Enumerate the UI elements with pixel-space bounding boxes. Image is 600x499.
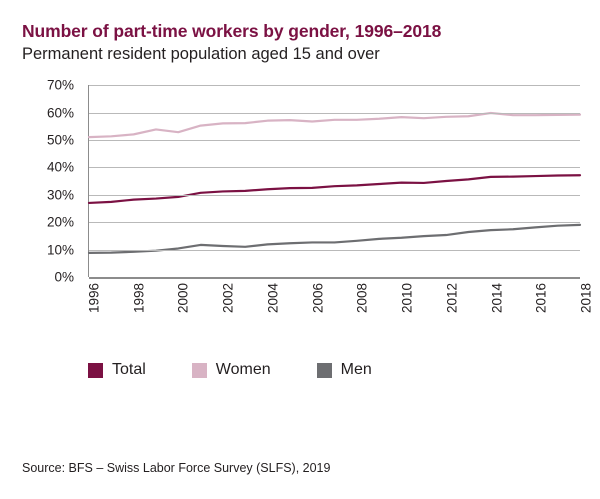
x-axis-tick-label: 2000: [175, 283, 191, 314]
x-axis-tick-label: 2002: [220, 283, 236, 314]
legend-label: Women: [215, 361, 271, 379]
legend-item[interactable]: [88, 361, 146, 379]
x-axis-tick-label: 2008: [354, 283, 370, 314]
gridline: [89, 85, 580, 86]
x-axis-tick-label: 1996: [86, 283, 102, 314]
x-axis-tick-label: 2016: [533, 283, 549, 314]
y-axis-tick-label: 20%: [46, 214, 74, 230]
x-axis-tick-label: 2012: [444, 283, 460, 314]
y-axis-labels: [26, 77, 82, 285]
source-note: Source: BFS – Swiss Labor Force Survey (SLFS), 2019: [22, 461, 331, 475]
legend-swatch-icon: [88, 363, 103, 378]
gridline: [89, 222, 580, 223]
y-axis-tick-label: 60%: [46, 105, 74, 121]
y-axis-tick-label: 10%: [46, 242, 74, 258]
gridline: [89, 113, 580, 114]
page-title: Number of part-time workers by gender, 1996–2018: [22, 21, 442, 41]
legend-swatch-icon: [317, 363, 332, 378]
gridline: [89, 140, 580, 141]
chart-legend: [88, 361, 582, 379]
gridline: [89, 250, 580, 251]
x-axis-tick-label: 2014: [489, 283, 505, 314]
legend-item[interactable]: [192, 361, 271, 379]
legend-item[interactable]: [317, 361, 372, 379]
x-axis-tick-label: 2018: [578, 283, 594, 314]
page-subtitle: Permanent resident population aged 15 and over: [22, 45, 380, 64]
gridline: [89, 167, 580, 168]
legend-swatch-icon: [192, 363, 207, 378]
gridline: [89, 195, 580, 196]
series-line: [89, 113, 580, 137]
chart-series-layer: [89, 85, 580, 277]
y-axis-tick-label: 0%: [54, 269, 74, 285]
x-axis-tick-label: 2010: [399, 283, 415, 314]
y-axis-tick-label: 30%: [46, 187, 74, 203]
y-axis-tick-label: 40%: [46, 159, 74, 175]
legend-label: Total: [112, 361, 146, 379]
y-axis-tick-label: 50%: [46, 132, 74, 148]
legend-label: Men: [340, 361, 372, 379]
x-axis-tick-label: 2006: [310, 283, 326, 314]
x-axis-tick-label: 1998: [131, 283, 147, 314]
x-axis-tick-label: 2004: [265, 283, 281, 314]
series-line: [89, 175, 580, 203]
y-axis-tick-label: 70%: [46, 77, 74, 93]
line-chart: [26, 77, 594, 339]
plot-area: [88, 85, 580, 277]
x-axis-labels: [86, 279, 594, 339]
